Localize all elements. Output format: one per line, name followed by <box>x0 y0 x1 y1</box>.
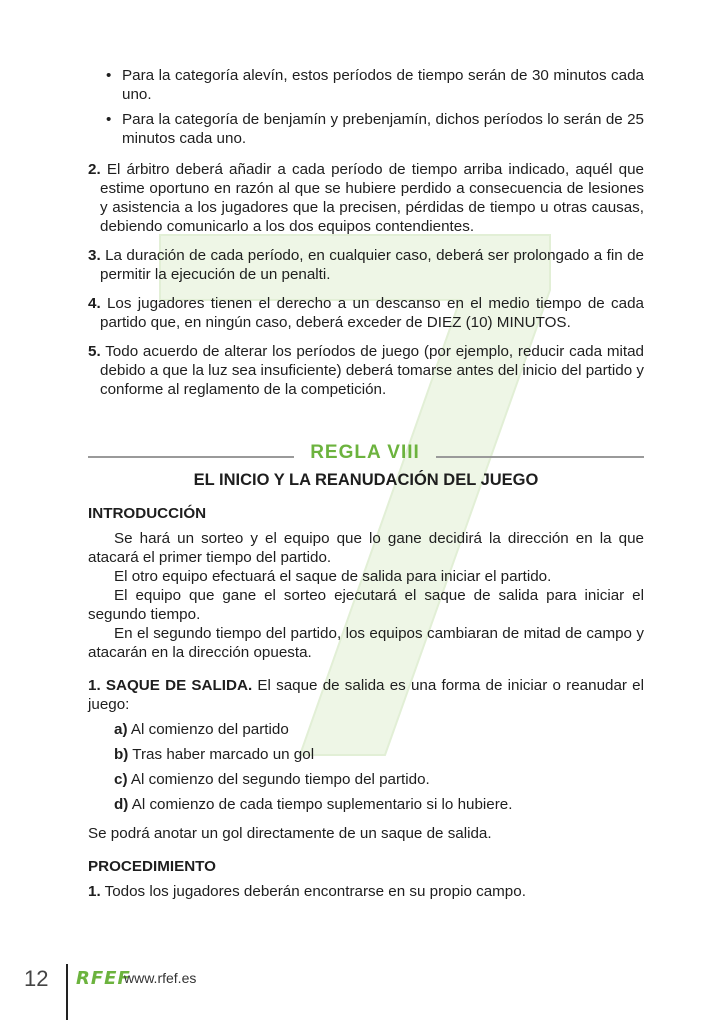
item-text: Todos los jugadores deberán encontrarse en su propio campo. <box>100 883 526 900</box>
list-text: Al comienzo de cada tiempo suplementario si lo hubiere. <box>128 796 513 813</box>
divider-line <box>436 456 644 458</box>
numbered-item <box>88 160 644 236</box>
section-heading-procedimiento: PROCEDIMIENTO <box>88 858 216 875</box>
footer-divider <box>66 964 68 1020</box>
list-letter: c) <box>114 771 128 788</box>
footer-url: www.rfef.es <box>124 970 197 986</box>
numbered-item <box>88 294 644 332</box>
list-letter: a) <box>114 721 128 738</box>
item-text: La duración de cada período, en cualquier caso, deberá ser prolongado a fin de permitir la ejecución de un penalti. <box>100 247 644 283</box>
item-number: 5. <box>88 343 101 360</box>
list-letter: d) <box>114 796 129 813</box>
paragraph: El equipo que gane el sorteo ejecutará el saque de salida para iniciar el segundo tiempo. <box>88 587 644 623</box>
divider-line <box>88 456 294 458</box>
bullet-text: Para la categoría de benjamín y prebenjamín, dichos períodos lo serán de 25 minutos cada uno. <box>122 111 644 147</box>
bullet-item <box>88 66 644 104</box>
rule-header <box>88 443 644 465</box>
item-number: 1. <box>88 883 101 900</box>
rfef-logo: RFEF <box>76 968 131 989</box>
list-letter: b) <box>114 746 129 763</box>
rule-title: REGLA VIII <box>310 442 420 463</box>
saque-text: El saque de salida es una forma de iniciar o reanudar el juego: <box>88 677 645 713</box>
paragraph: Se hará un sorteo y el equipo que lo gane decidirá la dirección en la que atacará el primer tiempo del partido. <box>88 530 644 566</box>
page-number: 12 <box>24 966 49 991</box>
list-item <box>88 745 644 764</box>
saque-lead: 1. SAQUE DE SALIDA. <box>88 677 253 694</box>
list-item <box>88 770 644 789</box>
page-content <box>88 66 644 901</box>
section-heading-introduccion: INTRODUCCIÓN <box>88 505 207 522</box>
item-number: 3. <box>88 247 101 264</box>
bullet-dot: • <box>106 67 112 84</box>
rule-subtitle: EL INICIO Y LA REANUDACIÓN DEL JUEGO <box>193 471 539 489</box>
numbered-item <box>88 246 644 284</box>
procedimiento-item <box>88 882 644 901</box>
saque-note: Se podrá anotar un gol directamente de un saque de salida. <box>88 825 492 842</box>
paragraph: En el segundo tiempo del partido, los equipos cambiaran de mitad de campo y atacarán en la dirección opuesta. <box>88 625 644 661</box>
page-footer <box>0 960 728 1019</box>
item-number: 4. <box>88 295 101 312</box>
list-item <box>88 720 644 739</box>
item-number: 2. <box>88 161 101 178</box>
list-text: Tras haber marcado un gol <box>128 746 315 763</box>
item-text: Los jugadores tienen el derecho a un descanso en el medio tiempo de cada partido que, en ningún caso, deberá exceder de DIEZ (10) MINUTOS. <box>100 295 644 331</box>
list-text: Al comienzo del partido <box>127 721 289 738</box>
bullet-dot: • <box>106 111 112 128</box>
item-text: El árbitro deberá añadir a cada período de tiempo arriba indicado, aquél que estime oportuno en razón al que se hubiere perdido a consecuencia de lesiones y asistencia a los jugadores que la precisen, pérdidas de tiempo u otras causas, debiendo comunicarlo a los dos equipos contendientes. <box>100 161 644 235</box>
bullet-text: Para la categoría alevín, estos períodos de tiempo serán de 30 minutos cada uno. <box>122 67 644 103</box>
numbered-item <box>88 342 644 399</box>
bullet-item <box>88 110 644 148</box>
saque-de-salida-paragraph <box>88 676 644 714</box>
list-text: Al comienzo del segundo tiempo del partido. <box>127 771 430 788</box>
item-text: Todo acuerdo de alterar los períodos de juego (por ejemplo, reducir cada mitad debido a que la luz sea insuficiente) deberá tomarse antes del inicio del partido y conforme al reglamento de la competición. <box>100 343 644 398</box>
list-item <box>88 795 644 814</box>
paragraph: El otro equipo efectuará el saque de salida para iniciar el partido. <box>114 568 552 585</box>
